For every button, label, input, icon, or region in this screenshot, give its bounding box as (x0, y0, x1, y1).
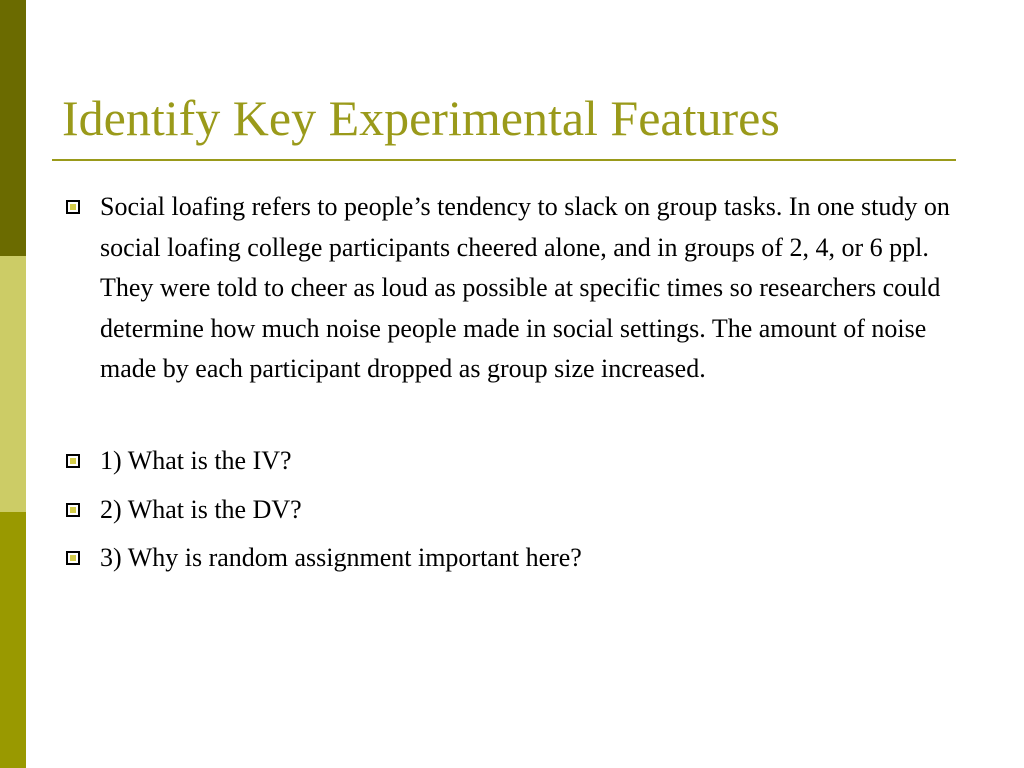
bullet-text: 1) What is the IV? (100, 445, 292, 475)
square-bullet-icon (66, 503, 80, 517)
square-bullet-icon (66, 454, 80, 468)
bullet-item-question-dv (64, 490, 974, 531)
sidebar-segment-top (0, 0, 26, 256)
sidebar-segment-middle (0, 256, 26, 512)
bullet-text: 3) Why is random assignment important here? (100, 543, 582, 573)
bullet-list (64, 187, 974, 587)
bullet-item-question-iv (64, 441, 974, 482)
bullet-text: Social loafing refers to people’s tendency to slack on group tasks. In one study on social loafing college participants cheered alone, and in groups of 2, 4, or 6 ppl. They were told to cheer as loud as possible at specific times so researchers could determine how much noise people made in social settings. The amount of noise made by each participant dropped as group size increased. (100, 192, 950, 384)
bullet-item-question-random-assignment (64, 538, 974, 579)
bullet-item-description (64, 187, 974, 390)
title-underline (52, 159, 956, 161)
square-bullet-icon (66, 551, 80, 565)
square-bullet-icon (66, 200, 80, 214)
bullet-text: 2) What is the DV? (100, 494, 302, 524)
sidebar-segment-bottom (0, 512, 26, 768)
slide-title: Identify Key Experimental Features (62, 90, 780, 146)
